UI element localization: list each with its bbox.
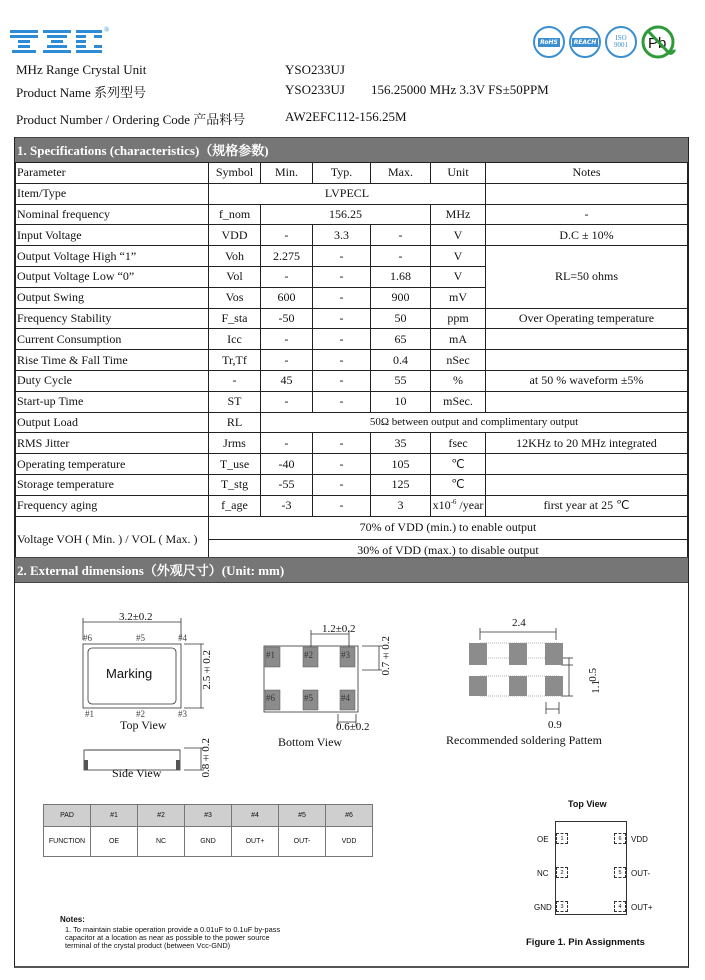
value-cell: 50Ω between output and complimentary output [261,412,688,433]
pin-assign-title: Top View [568,799,607,809]
notes-cell [486,391,688,412]
min-cell: - [261,433,313,454]
min-cell: -3 [261,495,313,516]
function-cell: OUT- [279,827,326,857]
notes-cell [486,474,688,495]
pin-label-out-plus: OUT+ [631,903,653,912]
pad-label: #6 [266,693,275,703]
notes-cell: first year at 25 ℃ [486,495,688,516]
pad-header: #2 [138,805,185,827]
unit-cell: mSec. [431,391,486,412]
svg-text:Pb: Pb [648,35,667,52]
param-cell: Current Consumption [16,329,209,350]
function-cell: OUT+ [232,827,279,857]
pad-label: #4 [341,693,350,703]
col-unit: Unit [431,163,486,184]
param-cell: Duty Cycle [16,370,209,391]
max-cell: 125 [371,474,431,495]
col-symbol: Symbol [209,163,261,184]
symbol-cell: T_use [209,454,261,475]
param-cell: RMS Jitter [16,433,209,454]
table-row [16,370,688,391]
pin-label-vdd: VDD [631,835,648,844]
max-cell: 10 [371,391,431,412]
param-cell: Output Load [16,412,209,433]
pin-label: #4 [178,633,187,643]
table-row [16,329,688,350]
unit-cell: % [431,370,486,391]
notes-line: capacitor at a location as near as possible to the power source [65,933,270,942]
bottom-view-caption: Bottom View [278,735,343,749]
function-cell: FUNCTION [44,827,91,857]
param-cell: Frequency aging [16,495,209,516]
pad-header: #5 [279,805,326,827]
pin-4: 4 [614,901,626,912]
side-height-dim: 0.8±0.2 [200,738,212,778]
param-cell: Output Swing [16,287,209,308]
table-row [16,308,688,329]
symbol-cell: Vos [209,287,261,308]
param-cell: Input Voltage [16,225,209,246]
pin-5: 5 [614,867,626,878]
notes-cell [486,454,688,475]
pad-function-table [43,804,373,857]
table-row [16,433,688,454]
min-cell: 2.275 [261,246,313,267]
max-cell: 3 [371,495,431,516]
table-row [16,204,688,225]
pad-header: #6 [326,805,373,827]
typ-cell: - [313,329,371,350]
function-cell: OE [91,827,138,857]
section-1-title: 1. Specifications (characteristics)（规格参数) [15,137,688,163]
min-cell: - [261,350,313,371]
solder-height-dim: 1.1 [590,680,602,694]
typ-cell: - [313,454,371,475]
solder-gap-dim: 0.5 [587,668,599,682]
pin-label-gnd: GND [534,903,552,912]
pin-label: #1 [85,709,94,719]
symbol-cell: T_stg [209,474,261,495]
symbol-cell: Vol [209,266,261,287]
pin-label-nc: NC [537,869,549,878]
solder-caption: Recommended soldering Pattem [446,733,602,747]
pad-label: #1 [266,650,275,660]
param-cell: Output Voltage Low “0” [16,266,209,287]
min-cell: 45 [261,370,313,391]
unit-cell: mA [431,329,486,350]
unit-cell: $x10^{-6}$ /year [431,495,486,516]
pad-header: #4 [232,805,279,827]
col-notes: Notes [486,163,688,184]
notes-cell [486,183,688,204]
svg-text:®: ® [104,26,110,34]
pin-3: 3 [556,901,568,912]
typ-cell: 3.3 [313,225,371,246]
pad-header: PAD [44,805,91,827]
symbol-cell: F_sta [209,308,261,329]
param-cell: Start-up Time [16,391,209,412]
symbol-cell: f_age [209,495,261,516]
pin-label: #5 [136,633,145,643]
section-2-title: 2. External dimensions（外观尺寸）(Unit: mm) [15,557,688,583]
unit-cell: fsec [431,433,486,454]
table-row [16,225,688,246]
function-row [44,827,373,857]
typ-cell: - [313,350,371,371]
min-cell: - [261,266,313,287]
typ-cell: - [313,246,371,267]
col-parameter: Parameter [16,163,209,184]
pin-assign-caption: Figure 1. Pin Assignments [526,937,645,948]
function-cell: GND [185,827,232,857]
pin-label-oe: OE [537,835,549,844]
specifications-table [15,162,688,563]
col-max: Max. [371,163,431,184]
typ-cell: - [313,308,371,329]
unit-cell: ℃ [431,474,486,495]
notes-title: Notes: [60,915,85,924]
symbol-cell: f_nom [209,204,261,225]
range-label: MHz Range Crystal Unit [16,62,147,77]
pad-row [44,805,373,827]
notes-cell [486,329,688,350]
pin-label: #2 [136,709,145,719]
max-cell: 65 [371,329,431,350]
col-typ: Typ. [313,163,371,184]
top-view-caption: Top View [120,718,167,732]
table-row [16,516,688,539]
product-number-value: AW2EFC112-156.25M [285,109,407,124]
unit-cell: V [431,266,486,287]
max-cell: 1.68 [371,266,431,287]
symbol-cell: - [209,370,261,391]
typ-cell: - [313,370,371,391]
bottom-pitch-dim: 1.2±0.2 [322,623,356,635]
notes-cell: D.C ± 10% [486,225,688,246]
notes-line: 1. To maintain stabie operation provide a 0.01uF to 0.1uF by-pass [65,925,281,934]
range-value: YSO233UJ [285,62,345,77]
rohs-icon: RoHS [533,26,565,58]
param-cell: Storage temperature [16,474,209,495]
min-cell: 600 [261,287,313,308]
symbol-cell: Jrms [209,433,261,454]
product-name-value: YSO233UJ [285,82,345,97]
notes-cell: Over Operating temperature [486,308,688,329]
max-cell: 105 [371,454,431,475]
value-cell: 70% of VDD (min.) to enable output [209,516,688,539]
certifications [533,24,677,60]
min-cell: -50 [261,308,313,329]
notes-cell: RL=50 ohms [486,246,688,308]
min-cell: - [261,329,313,350]
table-row [16,474,688,495]
iso-icon: ISO 9001 [605,26,637,58]
param-cell: Operating temperature [16,454,209,475]
notes-cell: 12KHz to 20 MHz integrated [486,433,688,454]
table-row [16,391,688,412]
pad-label: #5 [304,693,313,703]
table-row [16,183,688,204]
function-cell: NC [138,827,185,857]
max-cell: 35 [371,433,431,454]
col-min: Min. [261,163,313,184]
table-row [16,495,688,516]
table-row [16,350,688,371]
marking-label: Marking [106,666,153,681]
table-row [16,454,688,475]
max-cell: 900 [371,287,431,308]
table-row [16,412,688,433]
value-cell: LVPECL [209,183,486,204]
min-cell: - [261,391,313,412]
product-name-label: Product Name 系列型号 [16,85,146,100]
value-cell: 30% of VDD (max.) to disable output [209,539,688,562]
notes-cell: at 50 % waveform ±5% [486,370,688,391]
pin-label: #6 [83,633,92,643]
min-cell: -40 [261,454,313,475]
yxc-logo [10,26,110,56]
pad-label: #2 [304,650,313,660]
unit-cell: nSec [431,350,486,371]
pin-2: 2 [556,867,568,878]
pin-label-out-minus: OUT- [631,869,651,878]
table-row [16,246,688,267]
reach-icon: REACH [569,26,601,58]
max-cell: 50 [371,308,431,329]
symbol-cell: RL [209,412,261,433]
notes-line: terminal of the crystal product (between Vcc-GND) [65,941,231,950]
notes-block [60,916,320,950]
bottom-pad-w-dim: 0.6±0.2 [336,721,370,733]
pad-header: #3 [185,805,232,827]
unit-cell: ℃ [431,454,486,475]
top-height-dim: 2.5±0.2 [201,650,213,690]
bottom-view-drawing [262,620,392,730]
notes-cell [486,350,688,371]
table-header-row [16,163,688,184]
unit-cell: V [431,225,486,246]
max-cell: - [371,225,431,246]
typ-cell: - [313,287,371,308]
pad-header: #1 [91,805,138,827]
top-width-dim: 3.2±0.2 [119,611,153,623]
min-cell: - [261,225,313,246]
bottom-pad-h-dim: 0.7±0.2 [380,636,392,676]
typ-cell: - [313,474,371,495]
max-cell: 55 [371,370,431,391]
pin-assign-package [555,821,627,915]
param-cell: Output Voltage High “1” [16,246,209,267]
symbol-cell: Voh [209,246,261,267]
unit-cell: V [431,246,486,267]
pad-label: #3 [341,650,350,660]
pb-free-icon [641,24,677,60]
unit-cell: MHz [431,204,486,225]
pin-1: 1 [556,833,568,844]
function-cell: VDD [326,827,373,857]
typ-cell: - [313,495,371,516]
param-cell: Voltage VOH ( Min. ) / VOL ( Max. ) [16,516,209,562]
solder-width-dim: 2.4 [512,617,526,629]
product-number-label: Product Number / Ordering Code 产品料号 [16,112,246,127]
symbol-cell: Tr,Tf [209,350,261,371]
product-name-spec: 156.25000 MHz 3.3V FS±50PPM [371,82,549,97]
value-cell: 156.25 [261,204,431,225]
notes-cell: - [486,204,688,225]
max-cell: 0.4 [371,350,431,371]
param-cell: Item/Type [16,183,209,204]
max-cell: - [371,246,431,267]
solder-pattern-drawing [465,620,585,720]
param-cell: Frequency Stability [16,308,209,329]
param-cell: Nominal frequency [16,204,209,225]
param-cell: Rise Time & Fall Time [16,350,209,371]
min-cell: -55 [261,474,313,495]
solder-pad-dim: 0.9 [548,719,562,731]
symbol-cell: VDD [209,225,261,246]
symbol-cell: Icc [209,329,261,350]
pin-6: 6 [614,833,626,844]
unit-cell: ppm [431,308,486,329]
unit-cell: mV [431,287,486,308]
typ-cell: - [313,391,371,412]
symbol-cell: ST [209,391,261,412]
typ-cell: - [313,433,371,454]
side-view-caption: Side View [112,766,162,780]
typ-cell: - [313,266,371,287]
pin-label: #3 [178,709,187,719]
